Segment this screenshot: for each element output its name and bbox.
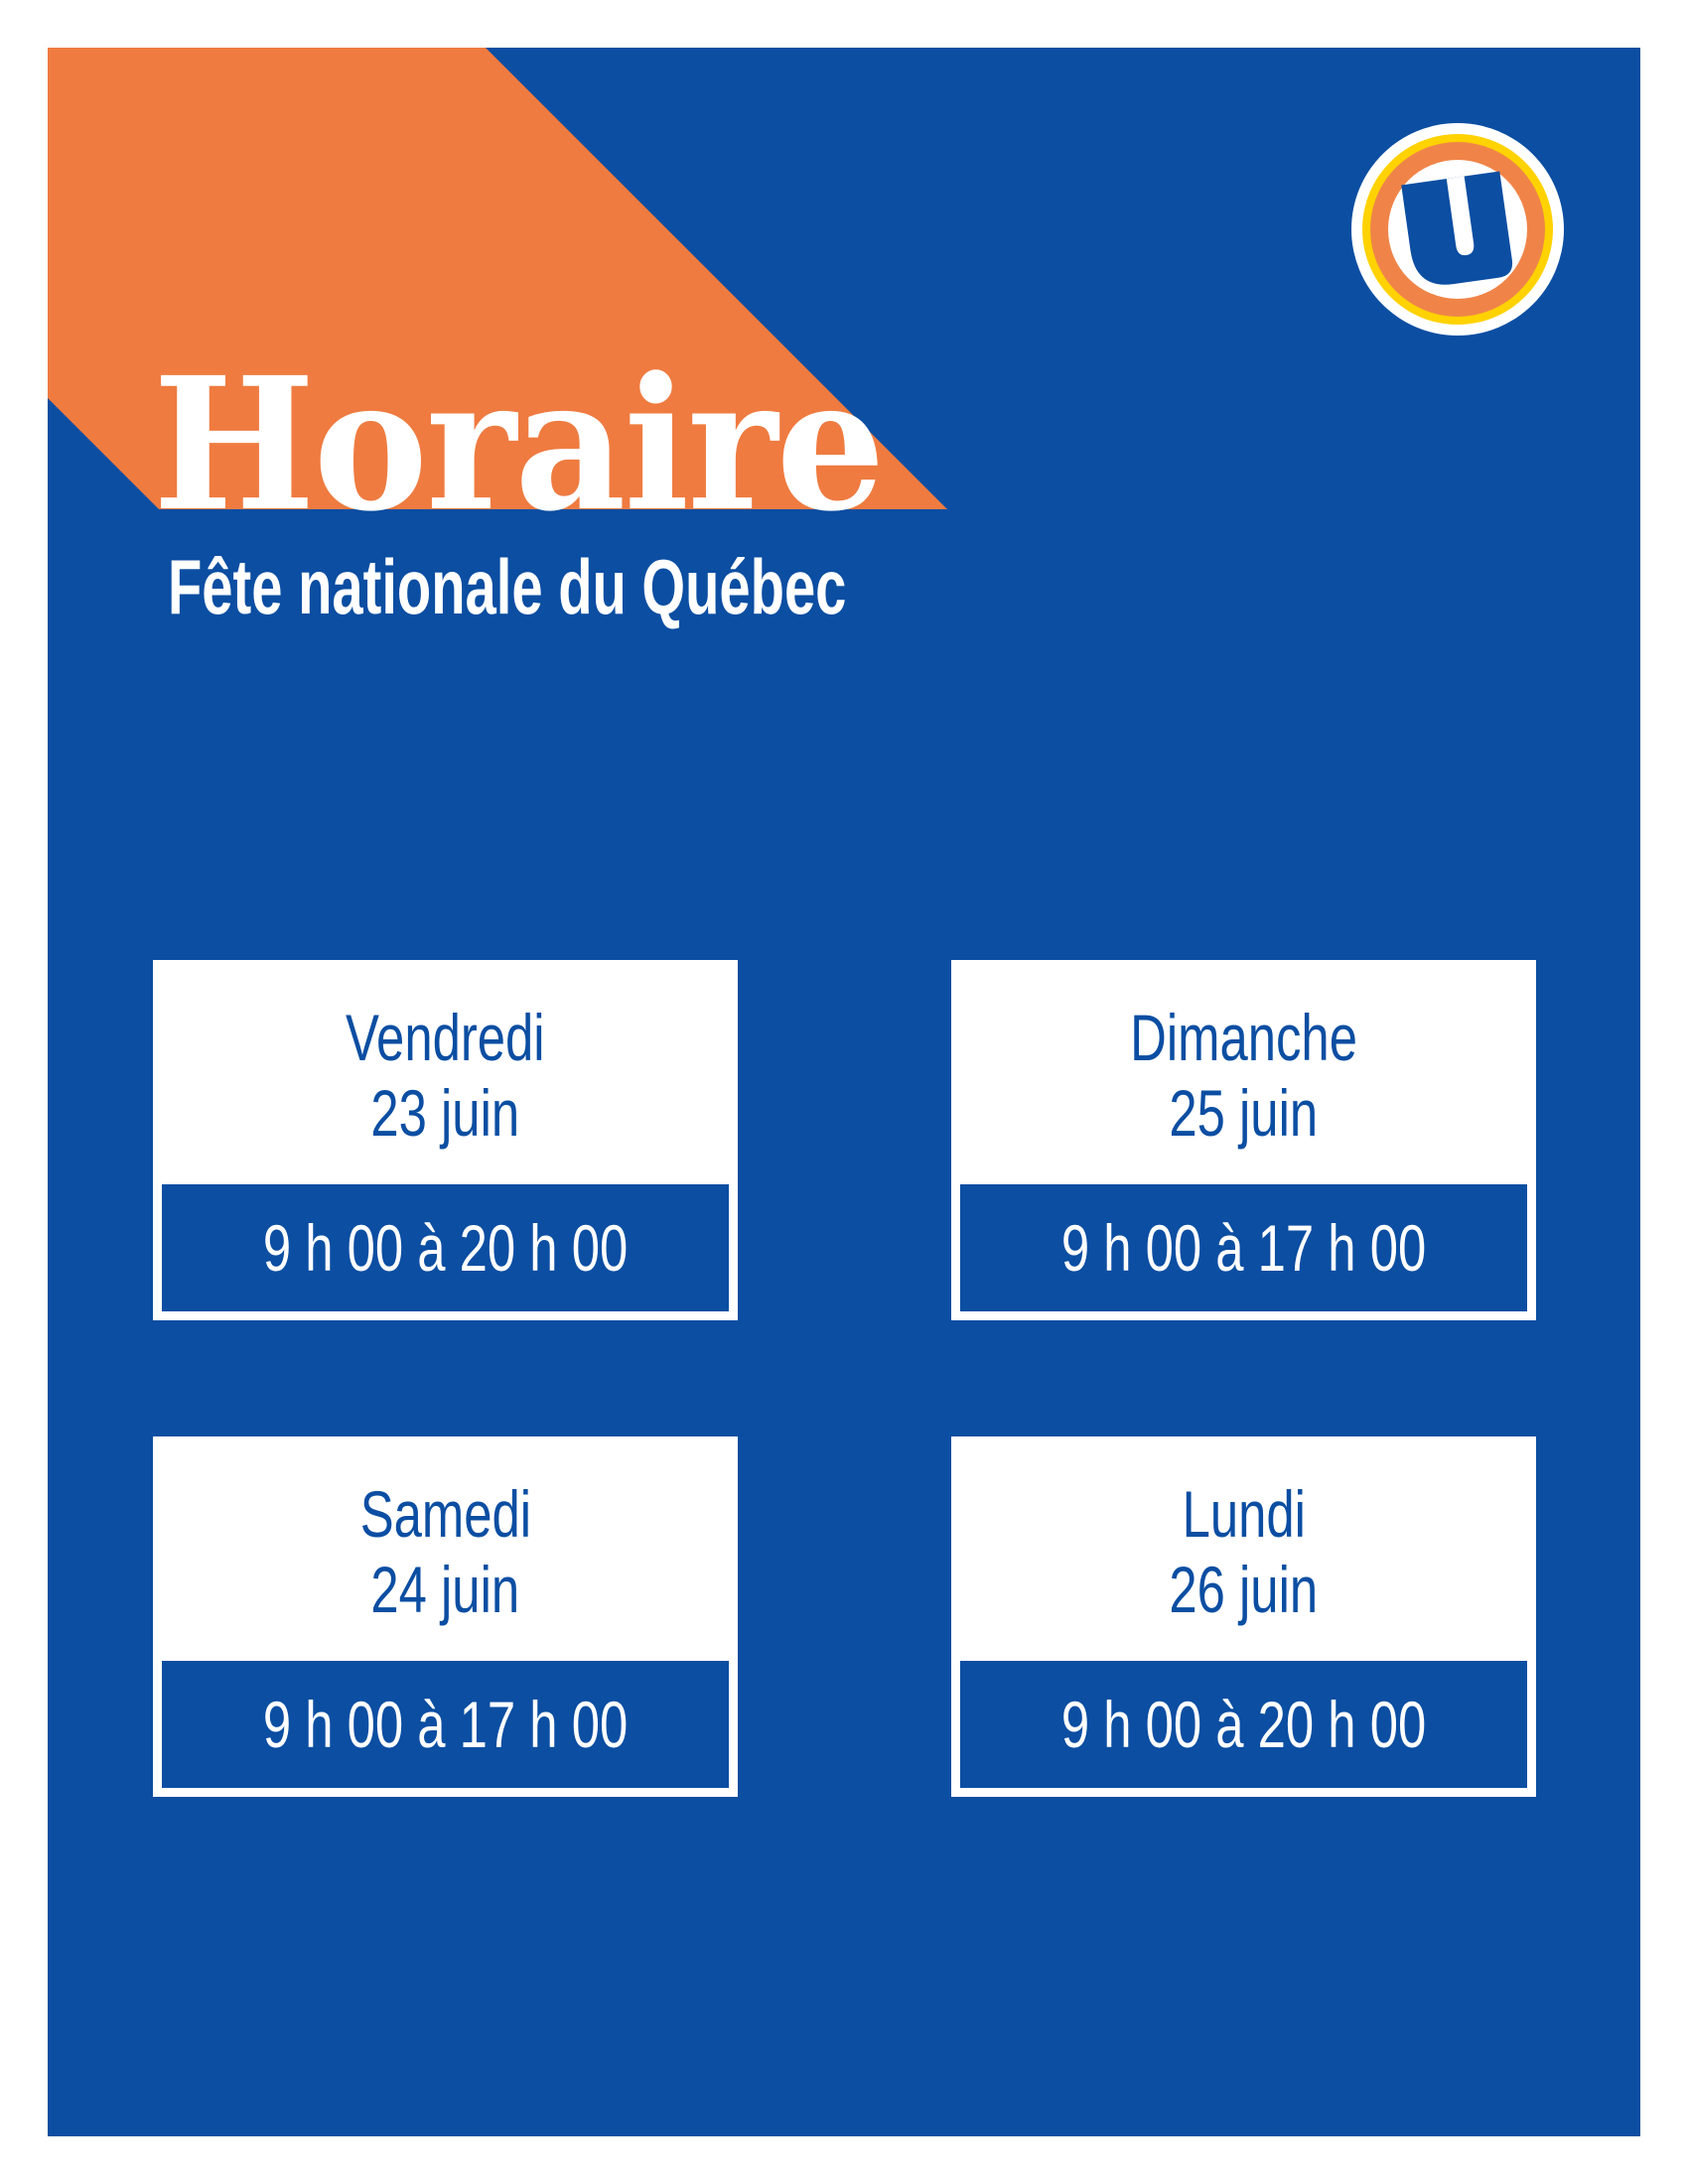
card-hours-label: 9 h 00 à 17 h 00 (262, 1688, 629, 1761)
card-day-section (951, 960, 1536, 1184)
page-title: Horaire (153, 338, 884, 552)
page-subtitle: Fête nationale du Québec (168, 543, 847, 630)
card-hours-box (162, 1661, 729, 1788)
schedule-card-vendredi (153, 960, 738, 1320)
schedule-card-dimanche (951, 960, 1536, 1320)
card-date-label: 24 juin (370, 1553, 520, 1626)
card-day-section (951, 1436, 1536, 1661)
card-day-label: Dimanche (1130, 1001, 1357, 1074)
u-circle-icon (1348, 120, 1567, 339)
card-hours-label: 9 h 00 à 20 h 00 (1060, 1688, 1427, 1761)
card-hours-box (960, 1661, 1527, 1788)
card-date-label: 26 juin (1169, 1553, 1319, 1626)
card-day-label: Vendredi (346, 1001, 545, 1074)
poster-background (48, 48, 1640, 2136)
card-date-label: 25 juin (1169, 1076, 1319, 1150)
card-day-label: Samedi (359, 1477, 531, 1551)
card-day-section (153, 960, 738, 1184)
card-hours-box (960, 1184, 1527, 1311)
uniprix-logo-icon (1348, 120, 1567, 339)
card-hours-box (162, 1184, 729, 1311)
schedule-card-samedi (153, 1436, 738, 1797)
card-hours-label: 9 h 00 à 17 h 00 (1060, 1211, 1427, 1285)
card-day-section (153, 1436, 738, 1661)
card-date-label: 23 juin (370, 1076, 520, 1150)
card-day-label: Lundi (1182, 1477, 1306, 1551)
schedule-card-lundi (951, 1436, 1536, 1797)
card-hours-label: 9 h 00 à 20 h 00 (262, 1211, 629, 1285)
